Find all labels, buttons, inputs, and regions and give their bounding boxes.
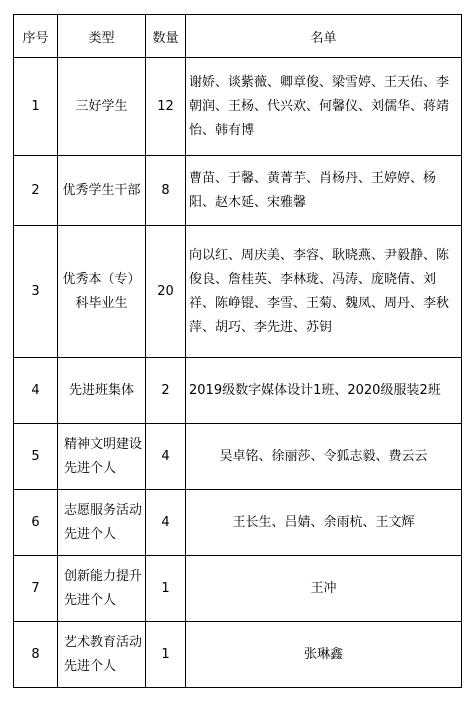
row-type: 志愿服务活动先进个人 bbox=[58, 490, 146, 556]
row-names: 王冲 bbox=[186, 556, 462, 622]
header-count: 数量 bbox=[146, 15, 186, 58]
row-num: 8 bbox=[14, 622, 58, 688]
table-row bbox=[14, 490, 462, 556]
header-names: 名单 bbox=[186, 15, 462, 58]
row-names: 2019级数字媒体设计1班、2020级服装2班 bbox=[186, 358, 462, 424]
header-num: 序号 bbox=[14, 15, 58, 58]
table-row bbox=[14, 622, 462, 688]
row-count: 2 bbox=[146, 358, 186, 424]
row-num: 4 bbox=[14, 358, 58, 424]
row-type: 先进班集体 bbox=[58, 358, 146, 424]
row-type: 三好学生 bbox=[58, 58, 146, 156]
table-row bbox=[14, 556, 462, 622]
row-num: 6 bbox=[14, 490, 58, 556]
row-count: 4 bbox=[146, 490, 186, 556]
table-row bbox=[14, 156, 462, 226]
row-names: 向以红、周庆美、李容、耿晓燕、尹毅静、陈俊良、詹桂英、李林珑、冯涛、庞晓倩、刘祥、陈峥锟、李雪、王菊、魏凤、周丹、李秋萍、胡巧、李先进、苏钥 bbox=[186, 226, 462, 358]
header-type: 类型 bbox=[58, 15, 146, 58]
row-names: 吴卓铭、徐丽莎、令狐志毅、费云云 bbox=[186, 424, 462, 490]
row-names: 谢娇、谈紫薇、卿章俊、梁雪婷、王天佑、李朝润、王杨、代兴欢、何馨仪、刘儒华、蒋靖怡、韩有博 bbox=[186, 58, 462, 156]
row-type: 创新能力提升先进个人 bbox=[58, 556, 146, 622]
row-count: 8 bbox=[146, 156, 186, 226]
row-count: 1 bbox=[146, 556, 186, 622]
table-header-row bbox=[14, 15, 462, 58]
row-count: 4 bbox=[146, 424, 186, 490]
row-names: 王长生、吕婧、余雨杭、王文辉 bbox=[186, 490, 462, 556]
table-row bbox=[14, 358, 462, 424]
row-num: 3 bbox=[14, 226, 58, 358]
row-num: 1 bbox=[14, 58, 58, 156]
row-type: 优秀学生干部 bbox=[58, 156, 146, 226]
row-type: 精神文明建设先进个人 bbox=[58, 424, 146, 490]
table-row bbox=[14, 58, 462, 156]
row-names: 张琳鑫 bbox=[186, 622, 462, 688]
row-names: 曹苗、于馨、黄菁芋、肖杨丹、王婷婷、杨阳、赵木延、宋雅馨 bbox=[186, 156, 462, 226]
row-count: 20 bbox=[146, 226, 186, 358]
row-count: 12 bbox=[146, 58, 186, 156]
row-type: 艺术教育活动先进个人 bbox=[58, 622, 146, 688]
row-num: 5 bbox=[14, 424, 58, 490]
row-count: 1 bbox=[146, 622, 186, 688]
row-type: 优秀本（专）科毕业生 bbox=[58, 226, 146, 358]
row-num: 7 bbox=[14, 556, 58, 622]
row-num: 2 bbox=[14, 156, 58, 226]
awards-table bbox=[13, 14, 462, 688]
table-row bbox=[14, 424, 462, 490]
table-row bbox=[14, 226, 462, 358]
